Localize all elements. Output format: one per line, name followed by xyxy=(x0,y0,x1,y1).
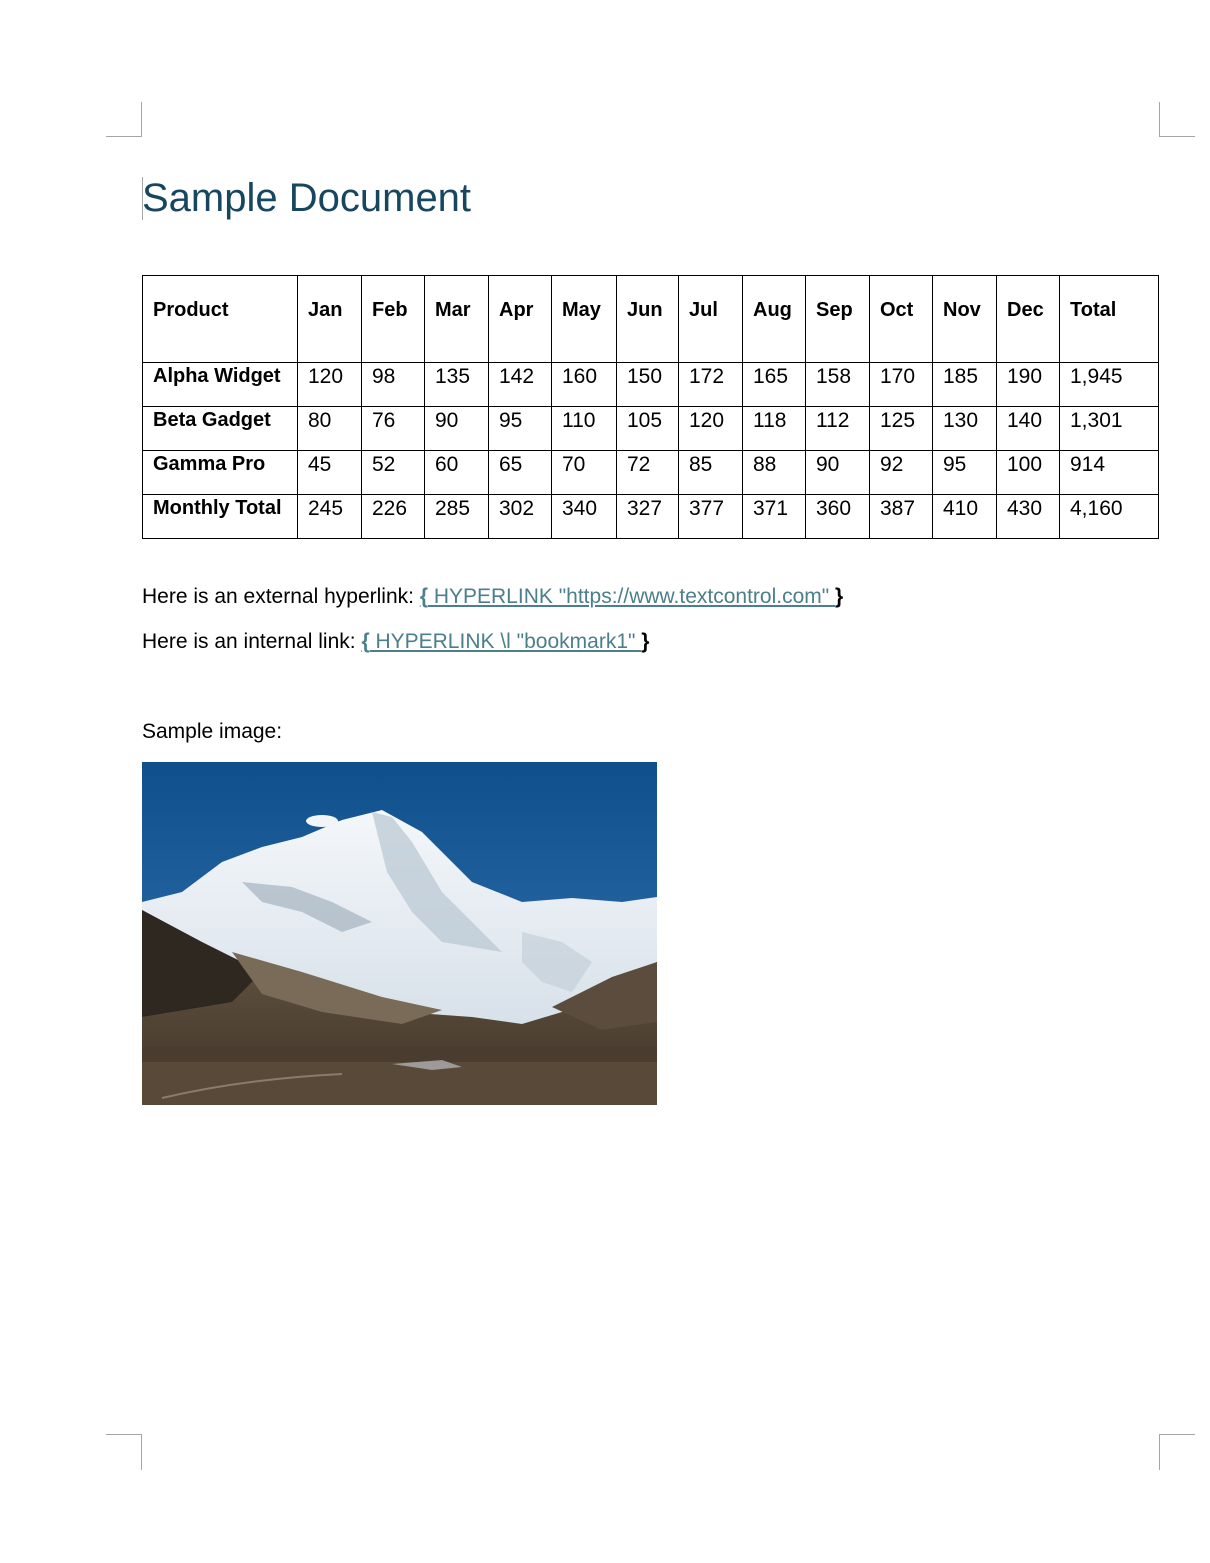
table-cell[interactable]: 142 xyxy=(489,363,552,407)
external-link-paragraph[interactable] xyxy=(142,585,843,609)
table-cell[interactable]: 165 xyxy=(743,363,806,407)
table-cell[interactable]: 52 xyxy=(362,451,425,495)
external-hyperlink[interactable]: HYPERLINK "https://www.textcontrol.com" xyxy=(428,585,836,608)
table-cell[interactable]: 100 xyxy=(997,451,1060,495)
table-cell[interactable]: 130 xyxy=(933,407,997,451)
table-row xyxy=(143,363,1159,407)
table-cell[interactable]: 371 xyxy=(743,495,806,539)
field-brace-open[interactable]: { xyxy=(419,585,428,608)
header-feb[interactable]: Feb xyxy=(362,276,425,363)
table-cell-total[interactable]: 4,160 xyxy=(1060,495,1159,539)
table-cell[interactable]: 185 xyxy=(933,363,997,407)
table-cell[interactable]: 245 xyxy=(298,495,362,539)
table-cell[interactable]: 120 xyxy=(679,407,743,451)
table-row-monthly-total xyxy=(143,495,1159,539)
mountain-photo[interactable] xyxy=(142,762,657,1105)
field-brace-close[interactable]: } xyxy=(835,585,844,608)
table-cell[interactable]: 105 xyxy=(617,407,679,451)
header-jan[interactable]: Jan xyxy=(298,276,362,363)
table-cell[interactable]: 72 xyxy=(617,451,679,495)
crop-mark-bottom-right xyxy=(1159,1434,1195,1470)
table-cell[interactable]: 190 xyxy=(997,363,1060,407)
external-link-prefix: Here is an external hyperlink: xyxy=(142,585,420,608)
table-cell[interactable]: 226 xyxy=(362,495,425,539)
table-cell-total[interactable]: 1,945 xyxy=(1060,363,1159,407)
table-cell[interactable]: 327 xyxy=(617,495,679,539)
header-nov[interactable]: Nov xyxy=(933,276,997,363)
table-cell[interactable]: 110 xyxy=(552,407,617,451)
table-cell[interactable]: 80 xyxy=(298,407,362,451)
table-cell[interactable]: 360 xyxy=(806,495,870,539)
table-cell[interactable]: 92 xyxy=(870,451,933,495)
document-title[interactable]: Sample Document xyxy=(142,176,472,220)
table-cell[interactable]: 140 xyxy=(997,407,1060,451)
table-cell[interactable]: 120 xyxy=(298,363,362,407)
header-sep[interactable]: Sep xyxy=(806,276,870,363)
field-brace-open[interactable]: { xyxy=(361,630,370,653)
crop-mark-top-left xyxy=(106,102,142,137)
table-cell-total[interactable]: 914 xyxy=(1060,451,1159,495)
header-jul[interactable]: Jul xyxy=(679,276,743,363)
row-label[interactable]: Beta Gadget xyxy=(143,407,298,451)
table-cell[interactable]: 98 xyxy=(362,363,425,407)
table-cell[interactable]: 95 xyxy=(933,451,997,495)
table-cell[interactable]: 45 xyxy=(298,451,362,495)
header-mar[interactable]: Mar xyxy=(425,276,489,363)
table-cell[interactable]: 302 xyxy=(489,495,552,539)
table-cell[interactable]: 88 xyxy=(743,451,806,495)
row-label[interactable]: Gamma Pro xyxy=(143,451,298,495)
row-label[interactable]: Alpha Widget xyxy=(143,363,298,407)
internal-hyperlink[interactable]: HYPERLINK \l "bookmark1" xyxy=(369,630,642,653)
table-cell[interactable]: 95 xyxy=(489,407,552,451)
internal-link-paragraph[interactable] xyxy=(142,630,649,654)
sales-table[interactable] xyxy=(142,275,1159,539)
table-row xyxy=(143,451,1159,495)
table-cell[interactable]: 387 xyxy=(870,495,933,539)
header-may[interactable]: May xyxy=(552,276,617,363)
table-cell[interactable]: 160 xyxy=(552,363,617,407)
header-oct[interactable]: Oct xyxy=(870,276,933,363)
mountain-image-icon xyxy=(142,762,657,1105)
table-cell-total[interactable]: 1,301 xyxy=(1060,407,1159,451)
table-cell[interactable]: 377 xyxy=(679,495,743,539)
table-cell[interactable]: 85 xyxy=(679,451,743,495)
header-apr[interactable]: Apr xyxy=(489,276,552,363)
header-aug[interactable]: Aug xyxy=(743,276,806,363)
table-cell[interactable]: 410 xyxy=(933,495,997,539)
table-cell[interactable]: 60 xyxy=(425,451,489,495)
table-row xyxy=(143,407,1159,451)
table-cell[interactable]: 125 xyxy=(870,407,933,451)
header-product[interactable]: Product xyxy=(143,276,298,363)
header-jun[interactable]: Jun xyxy=(617,276,679,363)
crop-mark-top-right xyxy=(1159,102,1195,137)
internal-link-prefix: Here is an internal link: xyxy=(142,630,362,653)
crop-mark-bottom-left xyxy=(106,1434,142,1470)
table-cell[interactable]: 112 xyxy=(806,407,870,451)
table-cell[interactable]: 170 xyxy=(870,363,933,407)
table-cell[interactable]: 76 xyxy=(362,407,425,451)
table-cell[interactable]: 172 xyxy=(679,363,743,407)
table-cell[interactable]: 118 xyxy=(743,407,806,451)
table-cell[interactable]: 70 xyxy=(552,451,617,495)
image-caption[interactable]: Sample image: xyxy=(142,720,283,743)
table-cell[interactable]: 150 xyxy=(617,363,679,407)
header-total[interactable]: Total xyxy=(1060,276,1159,363)
table-cell[interactable]: 90 xyxy=(425,407,489,451)
table-cell[interactable]: 430 xyxy=(997,495,1060,539)
table-cell[interactable]: 90 xyxy=(806,451,870,495)
table-cell[interactable]: 135 xyxy=(425,363,489,407)
table-cell[interactable]: 158 xyxy=(806,363,870,407)
table-cell[interactable]: 65 xyxy=(489,451,552,495)
row-label[interactable]: Monthly Total xyxy=(143,495,298,539)
table-cell[interactable]: 285 xyxy=(425,495,489,539)
header-dec[interactable]: Dec xyxy=(997,276,1060,363)
field-brace-close[interactable]: } xyxy=(641,630,650,653)
table-header-row xyxy=(143,276,1159,363)
table-cell[interactable]: 340 xyxy=(552,495,617,539)
